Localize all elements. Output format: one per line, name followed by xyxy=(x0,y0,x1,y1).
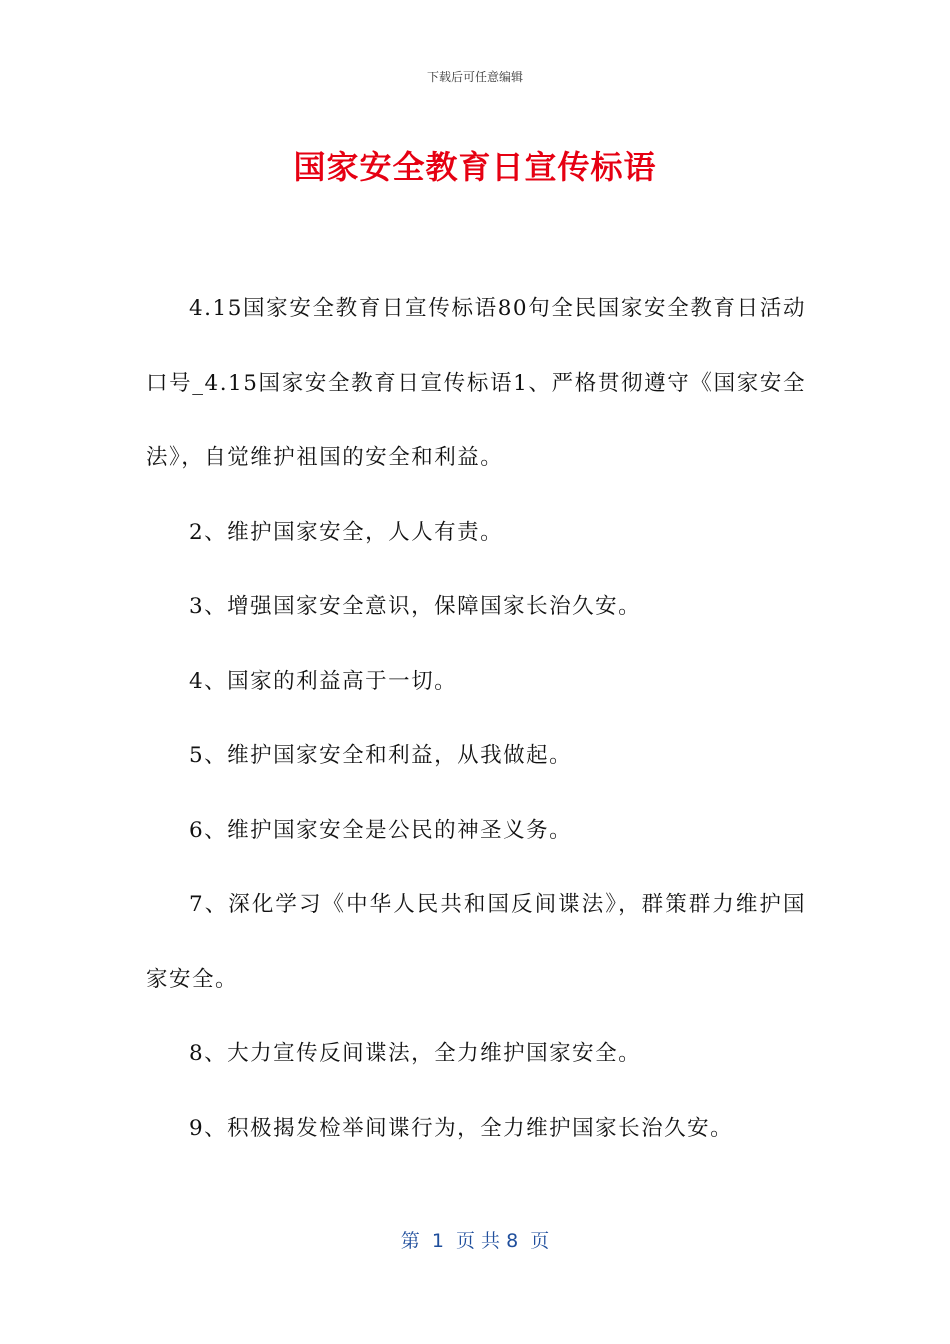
paragraph-slogan-9: 9、积极揭发检举间谍行为，全力维护国家长治久安。 xyxy=(189,1115,734,1141)
paragraph-slogan-3: 3、增强国家安全意识，保障国家长治久安。 xyxy=(189,594,642,619)
paragraph-slogan-7: 7、深化学习《中华人民共和国反间谍法》，群策群力维护国家安全。 xyxy=(146,892,806,992)
header-note: 下载后可任意编辑 xyxy=(426,70,523,84)
paragraph-intro: 4.15国家安全教育日宣传标语80句全民国家安全教育日活动口号_4.15国家安全教育日宣传标语1、严格贯彻遵守《国家安全法》，自觉维护祖国的安全和利益。 xyxy=(146,296,806,470)
document-title: 国家安全教育日宣传标语 xyxy=(293,148,657,186)
paragraph-slogan-8: 8、大力宣传反间谍法，全力维护国家安全。 xyxy=(189,1041,642,1066)
paragraph-slogan-6: 6、维护国家安全是公民的神圣义务。 xyxy=(189,817,573,843)
document-body xyxy=(146,272,806,1166)
paragraph-slogan-5: 5、维护国家安全和利益，从我做起。 xyxy=(189,743,573,768)
paragraph-slogan-4: 4、国家的利益高于一切。 xyxy=(189,668,458,694)
page-number-footer: 第 1 页 共 8 页 xyxy=(400,1230,550,1252)
paragraph-slogan-2: 2、维护国家安全，人人有责。 xyxy=(189,519,504,545)
